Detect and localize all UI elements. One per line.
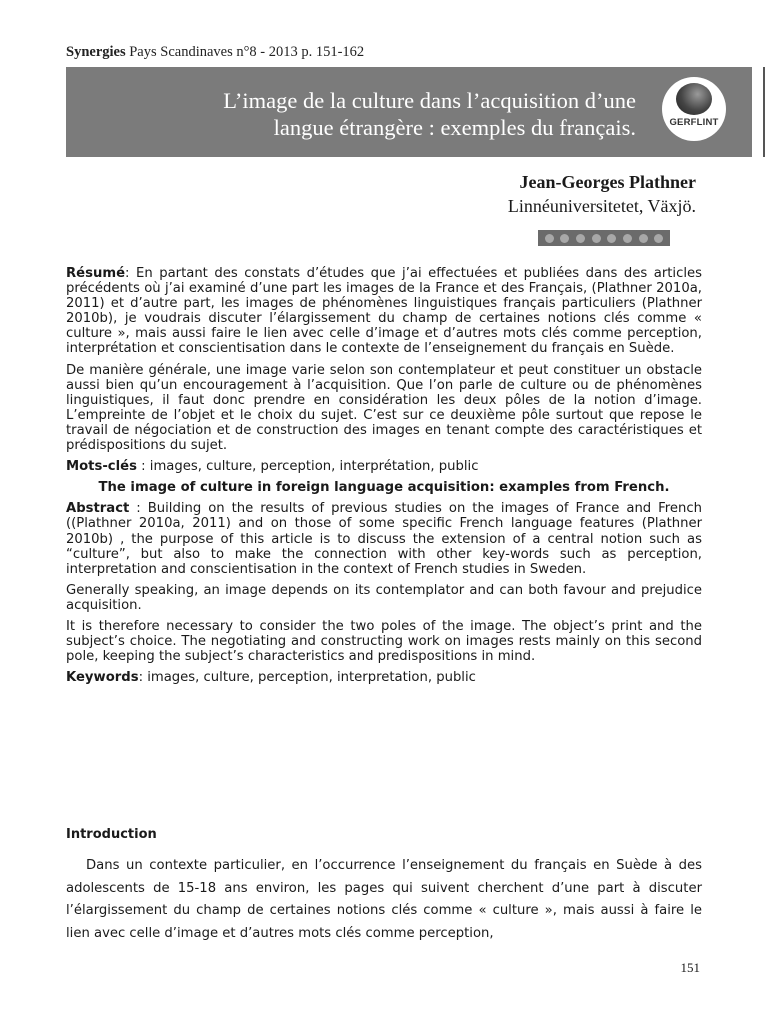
introduction-paragraph: Dans un contexte particulier, en l’occurrence l’enseignement du français en Suède à des adolescents de 15-18 ans environ, les pages qui suivent cherchent d’une part à discuter l’élargissement du champ de certaines notions clés comme « culture », mais aussi à faire le lien avec celle d’image et d’autres mots clés comme perception,: [66, 858, 702, 941]
dot-icon: [607, 234, 616, 243]
author-affiliation: Linnéuniversitetet, Växjö.: [507, 196, 696, 216]
english-title-end: .: [664, 480, 670, 496]
journal-issue: Pays Scandinaves n°8 - 2013 p. 151-162: [125, 44, 365, 60]
dot-icon: [654, 234, 663, 243]
title-banner: [66, 67, 752, 157]
edge-rule: [763, 67, 765, 157]
abstract-paragraph: [66, 501, 702, 576]
mots-cles-text: : images, culture, perception, interprétation, public: [136, 459, 479, 475]
abstract-text: : Building on the results of previous studies on the images of France and French ((Plathner 2010a, 2011) and on those of some specific French language features (Plathner 2010b) , the purpose of this article is to discuss the extension of a central notion such as “culture”, but also to make the connection with other key-words such as perception, interpretation and conscientisation in the context of French studies in Sweden.: [66, 501, 702, 577]
introduction-body: [66, 855, 702, 945]
abstract-label: Abstract: [66, 501, 130, 517]
dove-icon: [676, 83, 712, 115]
article-summary: [66, 266, 702, 691]
keywords-label: Keywords: [66, 670, 139, 686]
author-name: Jean-Georges Plathner: [519, 172, 696, 192]
decorative-dots: [538, 230, 670, 246]
dot-icon: [623, 234, 632, 243]
dot-icon: [639, 234, 648, 243]
journal-name: Synergies: [66, 44, 126, 60]
article-title-line2: langue étrangère : exemples du français.: [273, 115, 636, 140]
resume-text: : En partant des constats d’études que j’ai effectuées et publiées dans des articles précédents où j’ai examiné d’une part les images de la France et des Français, (Plathner 2010a, 2011) et d’autre part, les images de phénomènes linguistiques français particuliers (Plathner 2010b), je voudrais discuter l’élargissement du champ de certaines notions clés comme « culture », mais aussi faire le lien avec celle d’image et d’autres mots clés comme perception, interprétation et conscientisation dans le contexte de l’enseignement du français en Suède.: [66, 266, 702, 357]
abstract-paragraph-2: Generally speaking, an image depends on its contemplator and can both favour and prejudice acquisition.: [66, 582, 702, 613]
gerflint-logo: [662, 77, 726, 141]
mots-cles-label: Mots-clés: [66, 459, 137, 475]
article-title: [66, 87, 636, 141]
dot-icon: [592, 234, 601, 243]
resume-label: Résumé: [66, 266, 126, 281]
introduction-heading: Introduction: [66, 827, 157, 842]
author-block: [508, 170, 696, 218]
journal-citation: [66, 44, 364, 61]
resume-paragraph-2: De manière générale, une image varie selon son contemplateur et peut constituer un obstacle aussi bien qu’un encouragement à l’acquisition. Que l’on parle de culture ou de phénomènes linguistiques, il faut donc prendre en considération les deux pôles de la notion d’image. L’empreinte de l’objet et le choix du sujet. C’est sur ce deuxième pôle surtout que repose le travail de négociation et de construction des images en tenant compte des caractéristiques et prédispositions du sujet.: [66, 362, 702, 454]
article-title-line1: L’image de la culture dans l’acquisition d’une: [223, 88, 636, 113]
logo-text: GERFLINT: [669, 117, 719, 128]
english-title-text: The image of culture in foreign language acquisition: examples from French: [98, 480, 665, 496]
abstract-paragraph-3: It is therefore necessary to consider the two poles of the image. The object’s print and the subject’s choice. The negotiating and constructing work on images rests mainly on this second pole, keeping the subject’s characteristics and predispositions in mind.: [66, 618, 702, 665]
mots-cles: [66, 459, 702, 474]
dot-icon: [576, 234, 585, 243]
english-title: [66, 480, 702, 495]
page-number: 151: [680, 960, 700, 975]
dot-icon: [560, 234, 569, 243]
keywords: [66, 670, 702, 685]
keywords-text: : images, culture, perception, interpretation, public: [138, 670, 476, 686]
dot-icon: [545, 234, 554, 243]
resume-paragraph: [66, 266, 702, 357]
